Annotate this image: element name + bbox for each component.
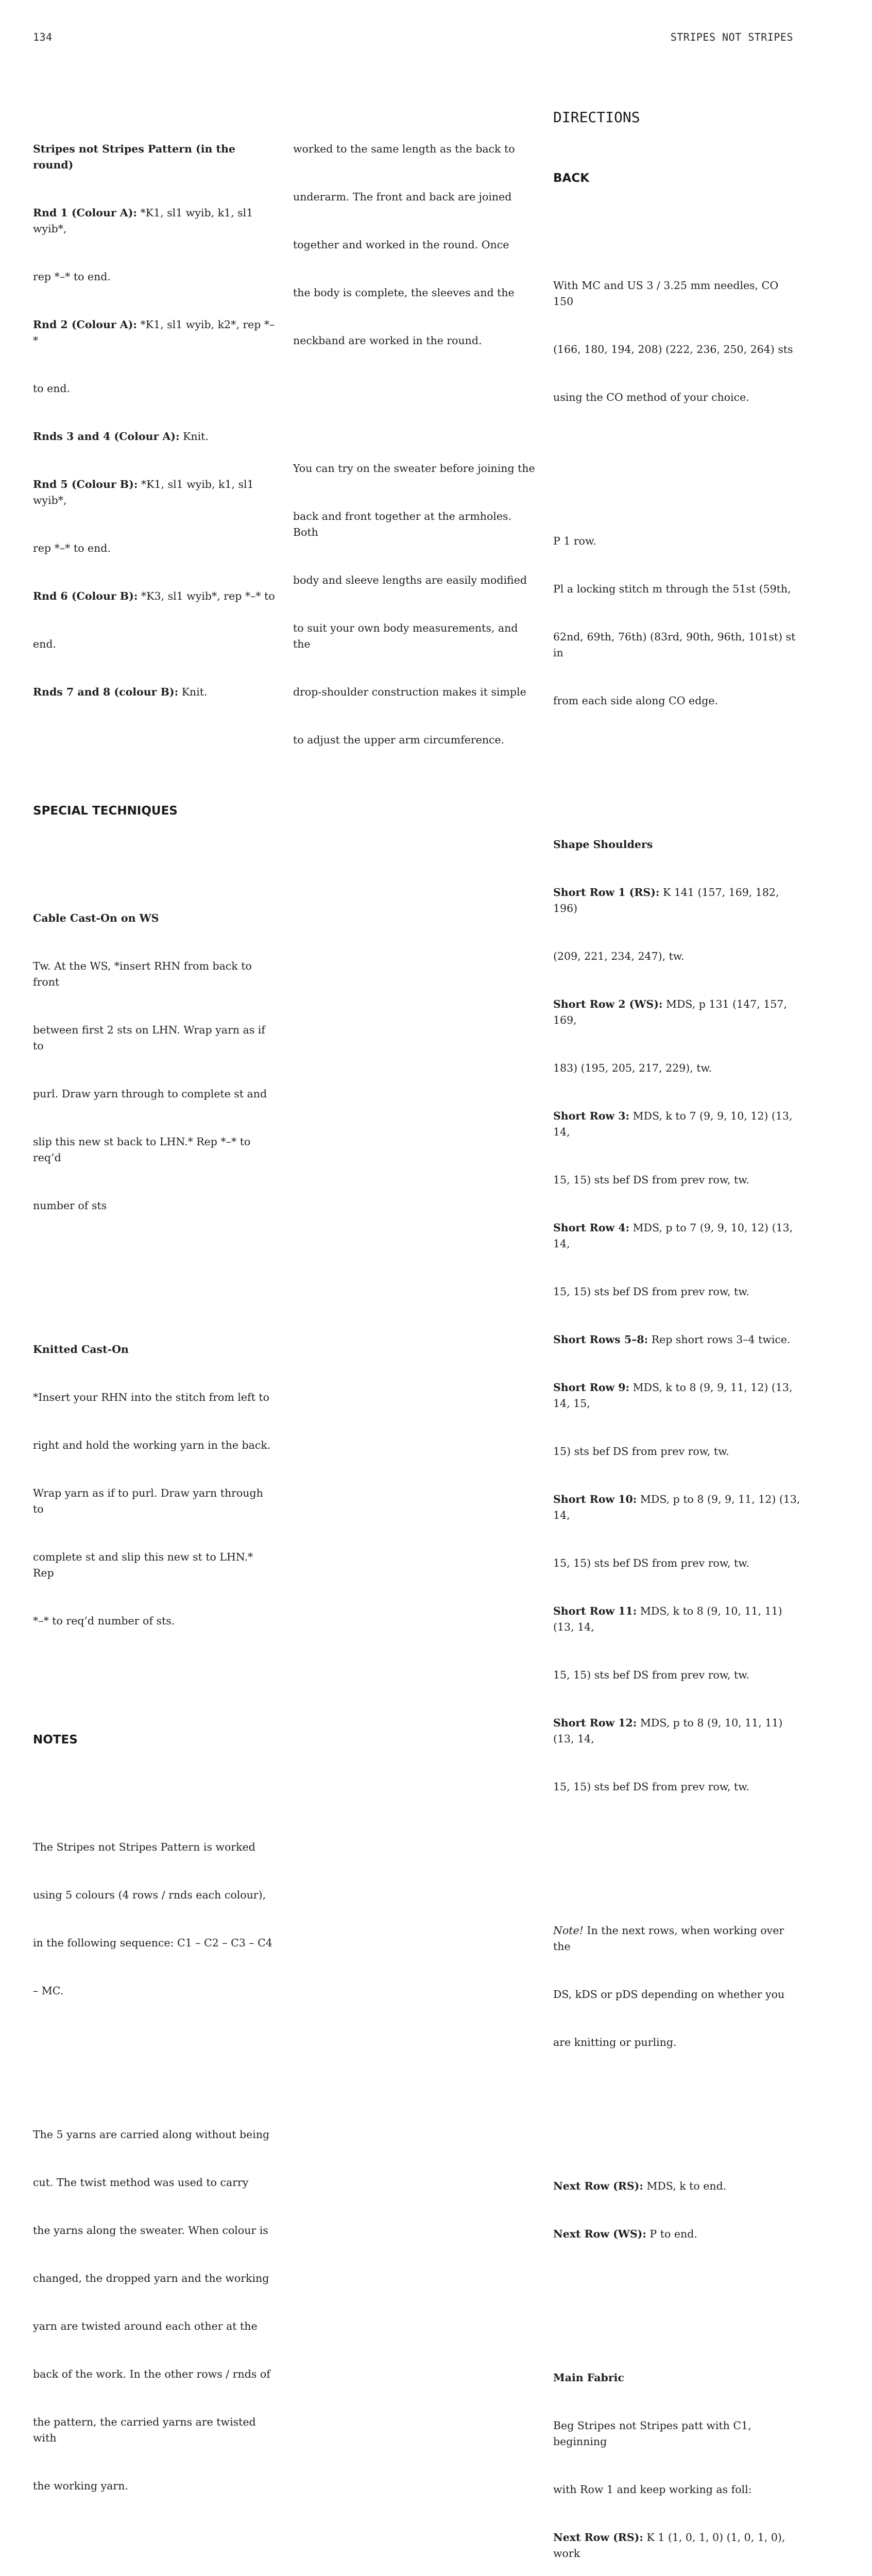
knitted-cast-on-block <box>33 1310 275 1661</box>
note-text: DS, kDS or pDS depending on whether you <box>553 1988 785 2001</box>
body-line: to adjust the upper arm circumference. <box>293 734 505 746</box>
construction-paragraph-2 <box>293 429 535 780</box>
short-row-text: MDS, k to 8 (9, 10, 11, 11) (13, 14, <box>553 1605 786 1633</box>
body-line: neckband are worked in the round. <box>293 334 482 347</box>
body-line: Pl a locking stitch m through the 51st (59th, <box>553 583 791 595</box>
note-block-1 <box>553 1891 800 2082</box>
pattern-block <box>33 109 275 732</box>
rnd2-label: Rnd 2 (Colour A): <box>33 318 137 331</box>
rnd2-text: *K1, sl1 wyib, k2*, rep *–* <box>33 318 275 347</box>
body-line: body and sleeve lengths are easily modified <box>293 574 527 586</box>
short-row-text: MDS, p 131 (147, 157, 169, <box>553 998 791 1026</box>
body-line: Beg Stripes not Stripes patt with C1, beginning <box>553 2419 755 2448</box>
cable-line: between first 2 sts on LHN. Wrap yarn as if to <box>33 1024 269 1052</box>
next-rows-block <box>553 2146 800 2274</box>
short-row-text: 183) (195, 205, 217, 229), tw. <box>553 1062 712 1074</box>
knitted-line: complete st and slip this new st to LHN.* Rep <box>33 1551 257 1579</box>
rnd1-text: *K1, sl1 wyib, k1, sl1 wyib*, <box>33 207 257 235</box>
short-row-label: Short Row 4: <box>553 1222 630 1234</box>
notes-line: the yarns along the sweater. When colour is <box>33 2224 268 2236</box>
short-row-label: Short Row 10: <box>553 1493 637 1505</box>
body-line: together and worked in the round. Once <box>293 239 509 251</box>
cable-cast-on-block <box>33 878 275 1246</box>
rnd6-label: Rnd 6 (Colour B): <box>33 590 138 602</box>
knitted-title: Knitted Cast-On <box>33 1343 129 1355</box>
notes-line: in the following sequence: C1 – C2 – C3 – C4 <box>33 1937 272 1949</box>
short-row-label: Short Row 1 (RS): <box>553 886 660 899</box>
column-right <box>553 77 803 2576</box>
body-line: (166, 180, 194, 208) (222, 236, 250, 264) sts <box>553 343 793 355</box>
cable-line: slip this new st back to LHN.* Rep *–* to req’d <box>33 1136 254 1164</box>
directions-heading: DIRECTIONS <box>553 109 640 126</box>
next-row-text: P to end. <box>646 2228 697 2240</box>
knitted-line: *–* to req’d number of sts. <box>33 1615 175 1627</box>
knitted-line: *Insert your RHN into the stitch from left to <box>33 1391 269 1403</box>
p1row-line: P 1 row. <box>553 535 596 547</box>
rnd78-text: Knit. <box>178 686 208 698</box>
page-number: 134 <box>33 31 53 43</box>
back-cast-on-paragraph <box>553 246 800 437</box>
body-line: underarm. The front and back are joined <box>293 191 512 203</box>
short-row-label: Short Row 12: <box>553 1717 637 1729</box>
rnd5-text: *K1, sl1 wyib, k1, sl1 wyib*, <box>33 478 258 506</box>
short-row-text: 15) sts bef DS from prev row, tw. <box>553 1445 729 1458</box>
main-fabric-block <box>553 2338 800 2576</box>
rnd5-label: Rnd 5 (Colour B): <box>33 478 138 490</box>
body-line: You can try on the sweater before joining the <box>293 462 535 474</box>
short-row-text: 15, 15) sts bef DS from prev row, tw. <box>553 1557 749 1569</box>
rnd5-text-cont: rep *–* to end. <box>33 542 111 554</box>
running-title: STRIPES NOT STRIPES <box>670 31 793 43</box>
rnd1-label: Rnd 1 (Colour A): <box>33 207 137 219</box>
note-text: In the next rows, when working over the <box>553 1924 788 1953</box>
main-fabric-title: Main Fabric <box>553 2371 624 2384</box>
short-row-text: MDS, p to 7 (9, 9, 10, 12) (13, 14, <box>553 1222 796 1250</box>
rnd6-text-cont: end. <box>33 638 56 650</box>
short-row-text: MDS, k to 7 (9, 9, 10, 12) (13, 14, <box>553 1110 796 1138</box>
column-left <box>33 77 275 2576</box>
short-row-text: 15, 15) sts bef DS from prev row, tw. <box>553 1781 749 1793</box>
notes-line: The 5 yarns are carried along without being <box>33 2128 270 2141</box>
notes-line: – MC. <box>33 1985 64 1997</box>
next-row-label: Next Row (RS): <box>553 2180 643 2192</box>
short-row-text: 15, 15) sts bef DS from prev row, tw. <box>553 1174 749 1186</box>
notes-line: using 5 colours (4 rows / rnds each colour), <box>33 1889 266 1901</box>
cable-title: Cable Cast-On on WS <box>33 912 159 924</box>
short-row-text: Rep short rows 3–4 twice. <box>648 1333 791 1346</box>
next-row-text: MDS, k to end. <box>643 2180 727 2192</box>
short-row-label: Short Row 2 (WS): <box>553 998 663 1010</box>
notes-line: changed, the dropped yarn and the working <box>33 2272 269 2284</box>
next-row-text: K 1 (1, 0, 1, 0) (1, 0, 1, 0), work <box>553 2531 789 2560</box>
body-line: drop-shoulder construction makes it simple <box>293 686 526 698</box>
notes-line: the pattern, the carried yarns are twisted with <box>33 2416 260 2444</box>
back-heading: BACK <box>553 172 590 185</box>
body-line: back and front together at the armholes. Both <box>293 510 515 538</box>
short-row-text: K 141 (157, 169, 182, 196) <box>553 886 782 914</box>
shape-shoulders-title: Shape Shoulders <box>553 838 653 851</box>
notes-line: The Stripes not Stripes Pattern is worked <box>33 1841 255 1853</box>
body-line: to suit your own body measurements, and the <box>293 622 521 650</box>
notes-heading: NOTES <box>33 1733 78 1747</box>
short-row-text: MDS, p to 8 (9, 9, 11, 12) (13, 14, <box>553 1493 803 1521</box>
short-row-label: Short Row 11: <box>553 1605 637 1617</box>
rnd34-label: Rnds 3 and 4 (Colour A): <box>33 430 180 443</box>
short-row-label: Short Row 3: <box>553 1110 630 1122</box>
body-line: 62nd, 69th, 76th) (83rd, 90th, 96th, 101st) st in <box>553 631 799 659</box>
body-line: With MC and US 3 / 3.25 mm needles, CO 150 <box>553 279 782 308</box>
notes-line: the working yarn. <box>33 2480 128 2492</box>
cable-line: Tw. At the WS, *insert RHN from back to front <box>33 960 255 988</box>
short-row-text: 15, 15) sts bef DS from prev row, tw. <box>553 1285 749 1298</box>
note-text: are knitting or purling. <box>553 2036 677 2048</box>
rnd34-text: Knit. <box>179 430 209 443</box>
body-line: with Row 1 and keep working as foll: <box>553 2483 752 2496</box>
short-row-text: 15, 15) sts bef DS from prev row, tw. <box>553 1669 749 1681</box>
cable-line: purl. Draw yarn through to complete st and <box>33 1088 267 1100</box>
body-line: from each side along CO edge. <box>553 694 719 707</box>
short-row-label: Short Row 9: <box>553 1381 630 1394</box>
rnd6-text: *K3, sl1 wyib*, rep *–* to <box>138 590 275 602</box>
body-line: the body is complete, the sleeves and the <box>293 286 515 299</box>
short-row-label: Short Rows 5–8: <box>553 1333 648 1346</box>
note-label: Note! <box>553 1924 584 1937</box>
shape-shoulders-block <box>553 805 803 1827</box>
rnd78-label: Rnds 7 and 8 (colour B): <box>33 686 179 698</box>
notes-line: cut. The twist method was used to carry <box>33 2176 249 2189</box>
column-middle <box>293 77 535 812</box>
notes-paragraph-1 <box>33 1807 275 2031</box>
special-techniques-heading: SPECIAL TECHNIQUES <box>33 804 178 818</box>
notes-line: back of the work. In the other rows / rnds of <box>33 2368 270 2380</box>
body-line: worked to the same length as the back to <box>293 143 515 155</box>
body-line: using the CO method of your choice. <box>553 391 749 403</box>
knitted-line: right and hold the working yarn in the back. <box>33 1439 271 1451</box>
short-row-text: MDS, p to 8 (9, 10, 11, 11) (13, 14, <box>553 1717 786 1745</box>
notes-line: yarn are twisted around each other at the <box>33 2320 258 2332</box>
cable-line: number of sts <box>33 1199 107 1212</box>
short-row-text: (209, 221, 234, 247), tw. <box>553 950 685 962</box>
rnd2-text-cont: to end. <box>33 382 71 395</box>
next-row-label: Next Row (RS): <box>553 2531 643 2544</box>
next-row-label: Next Row (WS): <box>553 2228 646 2240</box>
locking-stitch-paragraph <box>553 501 800 741</box>
rnd1-text-cont: rep *–* to end. <box>33 270 111 283</box>
construction-paragraph-1 <box>293 109 535 381</box>
pattern-title: Stripes not Stripes Pattern (in the round) <box>33 143 240 171</box>
short-row-text: MDS, k to 8 (9, 9, 11, 12) (13, 14, 15, <box>553 1381 796 1410</box>
knitted-line: Wrap yarn as if to purl. Draw yarn through to <box>33 1487 267 1515</box>
notes-paragraph-2 <box>33 2095 275 2526</box>
